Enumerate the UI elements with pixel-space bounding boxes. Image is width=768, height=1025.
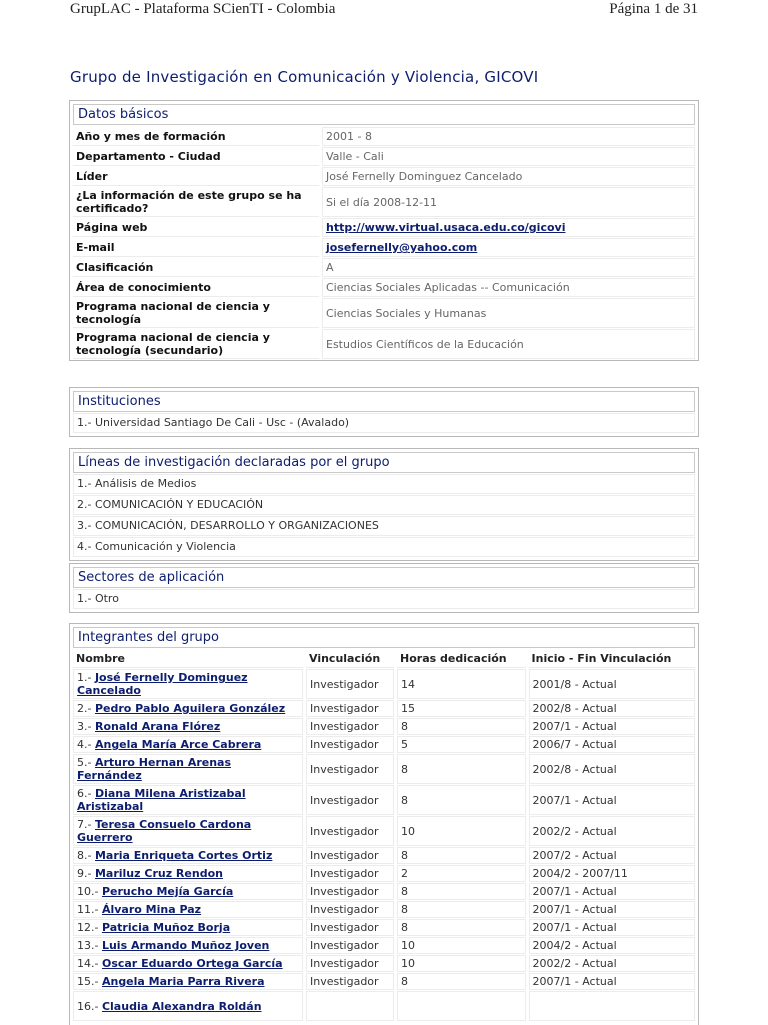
member-vinculacion: Investigador (306, 937, 394, 954)
member-name-link[interactable]: Teresa Consuelo Cardona Guerrero (77, 818, 252, 844)
column-header: Nombre (73, 650, 303, 668)
table-row (73, 816, 695, 846)
member-horas: 8 (397, 718, 525, 735)
member-vinculacion: Investigador (306, 973, 394, 990)
field-label: Programa nacional de ciencia y tecnología (secundario) (73, 329, 319, 359)
field-label: Clasificación (73, 258, 319, 277)
member-vinculacion: Investigador (306, 718, 394, 735)
integrantes-heading: Integrantes del grupo (73, 627, 695, 648)
member-horas: 8 (397, 901, 525, 918)
member-periodo: 2007/1 - Actual (529, 973, 695, 990)
member-name-link[interactable]: José Fernelly Dominguez Cancelado (77, 671, 248, 697)
member-number: 13.- (77, 939, 99, 952)
member-horas: 8 (397, 847, 525, 864)
member-number: 11.- (77, 903, 99, 916)
field-label: Programa nacional de ciencia y tecnología (73, 298, 319, 328)
field-value: Valle - Cali (322, 147, 695, 166)
member-periodo: 2007/1 - Actual (529, 718, 695, 735)
member-name-link[interactable]: Luis Armando Muñoz Joven (101, 939, 270, 952)
member-vinculacion (306, 991, 394, 1021)
field-label: E-mail (73, 238, 319, 257)
member-horas: 10 (397, 937, 525, 954)
member-periodo: 2007/1 - Actual (529, 901, 695, 918)
member-name-cell (73, 785, 303, 815)
member-periodo: 2004/2 - Actual (529, 937, 695, 954)
table-row (73, 847, 695, 864)
integrantes-section (69, 623, 699, 1025)
member-name-cell (73, 669, 303, 699)
member-horas: 8 (397, 754, 525, 784)
member-vinculacion: Investigador (306, 785, 394, 815)
table-row (73, 669, 695, 699)
list-item: 1.- Universidad Santiago De Cali - Usc - (Avalado) (73, 413, 695, 433)
member-name-link[interactable]: Angela María Arce Cabrera (94, 738, 262, 751)
list-item: 4.- Comunicación y Violencia (73, 537, 695, 557)
table-row (73, 865, 695, 882)
member-name-link[interactable]: Arturo Hernan Arenas Fernández (77, 756, 232, 782)
member-name-link[interactable]: Oscar Eduardo Ortega García (101, 957, 283, 970)
sectores-heading: Sectores de aplicación (73, 567, 695, 588)
member-name-cell (73, 937, 303, 954)
member-horas: 5 (397, 736, 525, 753)
member-name-cell (73, 700, 303, 717)
member-name-cell (73, 919, 303, 936)
member-vinculacion: Investigador (306, 847, 394, 864)
member-periodo: 2007/2 - Actual (529, 847, 695, 864)
member-name-link[interactable]: Mariluz Cruz Rendon (94, 867, 223, 880)
member-number: 16.- (77, 999, 99, 1013)
member-number: 1.- (77, 671, 92, 684)
field-label: Departamento - Ciudad (73, 147, 319, 166)
page-header (0, 0, 768, 24)
member-number: 10.- (77, 885, 99, 898)
platform-title: GrupLAC - Plataforma SCienTI - Colombia (70, 1, 336, 17)
table-row (73, 700, 695, 717)
member-name-cell (73, 973, 303, 990)
list-item: 3.- COMUNICACIÓN, DESARROLLO Y ORGANIZACIONES (73, 516, 695, 536)
lineas-heading: Líneas de investigación declaradas por el grupo (73, 452, 695, 473)
member-periodo: 2004/2 - 2007/11 (529, 865, 695, 882)
sectores-section (69, 563, 699, 613)
member-horas: 8 (397, 919, 525, 936)
member-number: 14.- (77, 957, 99, 970)
member-periodo: 2007/1 - Actual (529, 883, 695, 900)
member-vinculacion: Investigador (306, 955, 394, 972)
member-vinculacion: Investigador (306, 865, 394, 882)
member-name-link[interactable]: Patricia Muñoz Borja (101, 921, 231, 934)
table-row (73, 919, 695, 936)
member-horas (397, 991, 525, 1021)
column-header: Horas dedicación (397, 650, 525, 668)
member-number: 3.- (77, 720, 92, 733)
column-header: Inicio - Fin Vinculación (529, 650, 695, 668)
member-name-cell (73, 816, 303, 846)
member-name-cell (73, 955, 303, 972)
member-horas: 8 (397, 883, 525, 900)
field-value: Ciencias Sociales Aplicadas -- Comunicación (322, 278, 695, 297)
field-value: José Fernelly Dominguez Cancelado (322, 167, 695, 186)
field-value: 2001 - 8 (322, 127, 695, 146)
field-label: Líder (73, 167, 319, 186)
table-row (73, 785, 695, 815)
member-periodo: 2007/1 - Actual (529, 785, 695, 815)
field-label: Área de conocimiento (73, 278, 319, 297)
datos-basicos-table (70, 126, 698, 360)
member-name-link[interactable]: Pedro Pablo Aguilera González (94, 702, 286, 715)
list-item: 1.- Otro (73, 589, 695, 609)
datos-basicos-heading: Datos básicos (73, 104, 695, 125)
member-number: 5.- (77, 756, 92, 769)
instituciones-section (69, 387, 699, 437)
member-name-link[interactable]: Claudia Alexandra Roldán (101, 999, 262, 1013)
field-value: Estudios Científicos de la Educación (322, 329, 695, 359)
member-horas: 8 (397, 785, 525, 815)
member-periodo: 2002/2 - Actual (529, 816, 695, 846)
member-name-link[interactable]: Perucho Mejía García (101, 885, 234, 898)
member-number: 9.- (77, 867, 92, 880)
list-item: 2.- COMUNICACIÓN Y EDUCACIÓN (73, 495, 695, 515)
member-vinculacion: Investigador (306, 919, 394, 936)
member-horas: 10 (397, 816, 525, 846)
field-value: A (322, 258, 695, 277)
member-number: 6.- (77, 787, 92, 800)
member-vinculacion: Investigador (306, 754, 394, 784)
group-title: Grupo de Investigación en Comunicación y Violencia, GICOVI (70, 68, 539, 86)
table-row (73, 754, 695, 784)
member-horas: 10 (397, 955, 525, 972)
member-number: 7.- (77, 818, 92, 831)
member-number: 12.- (77, 921, 99, 934)
member-name-link[interactable]: Maria Enriqueta Cortes Ortiz (94, 849, 273, 862)
member-vinculacion: Investigador (306, 816, 394, 846)
member-name-cell (73, 883, 303, 900)
member-number: 8.- (77, 849, 92, 862)
datos-basicos-section (69, 100, 699, 361)
member-vinculacion: Investigador (306, 700, 394, 717)
email-link[interactable]: josefernelly@yahoo.com (326, 241, 478, 254)
field-value: Ciencias Sociales y Humanas (322, 298, 695, 328)
member-name-cell (73, 901, 303, 918)
member-horas: 14 (397, 669, 525, 699)
member-vinculacion: Investigador (306, 883, 394, 900)
member-name-link[interactable]: Ronald Arana Flórez (94, 720, 221, 733)
lineas-section (69, 448, 699, 561)
member-horas: 2 (397, 865, 525, 882)
member-number: 4.- (77, 738, 92, 751)
member-horas: 8 (397, 973, 525, 990)
member-name-cell (73, 865, 303, 882)
table-row (73, 718, 695, 735)
member-name-link[interactable]: Álvaro Mina Paz (101, 903, 202, 916)
table-row (73, 991, 695, 1021)
column-header: Vinculación (306, 650, 394, 668)
field-label: Año y mes de formación (73, 127, 319, 146)
table-row (73, 883, 695, 900)
member-name-cell (73, 847, 303, 864)
member-name-link[interactable]: Diana Milena Aristizabal Aristizabal (77, 787, 246, 813)
table-row (73, 973, 695, 990)
page-number: Página 1 de 31 (609, 1, 698, 17)
member-periodo: 2002/8 - Actual (529, 700, 695, 717)
member-name-cell (73, 991, 303, 1021)
member-number: 2.- (77, 702, 92, 715)
table-row (73, 901, 695, 918)
website-link[interactable]: http://www.virtual.usaca.edu.co/gicovi (326, 221, 566, 234)
list-item: 1.- Análisis de Medios (73, 474, 695, 494)
member-periodo (529, 991, 695, 1021)
integrantes-table (70, 649, 698, 1022)
member-name-cell (73, 754, 303, 784)
table-row (73, 937, 695, 954)
member-periodo: 2007/1 - Actual (529, 919, 695, 936)
table-row (73, 955, 695, 972)
member-horas: 15 (397, 700, 525, 717)
instituciones-heading: Instituciones (73, 391, 695, 412)
field-label: ¿La información de este grupo se ha certificado? (73, 187, 319, 217)
table-row (73, 736, 695, 753)
member-name-cell (73, 718, 303, 735)
member-name-link[interactable]: Angela Maria Parra Rivera (101, 975, 265, 988)
member-name-cell (73, 736, 303, 753)
member-periodo: 2002/8 - Actual (529, 754, 695, 784)
member-number: 15.- (77, 975, 99, 988)
field-label: Página web (73, 218, 319, 237)
member-periodo: 2002/2 - Actual (529, 955, 695, 972)
member-vinculacion: Investigador (306, 736, 394, 753)
field-value: Si el día 2008-12-11 (322, 187, 695, 217)
member-vinculacion: Investigador (306, 901, 394, 918)
member-vinculacion: Investigador (306, 669, 394, 699)
member-periodo: 2001/8 - Actual (529, 669, 695, 699)
member-periodo: 2006/7 - Actual (529, 736, 695, 753)
